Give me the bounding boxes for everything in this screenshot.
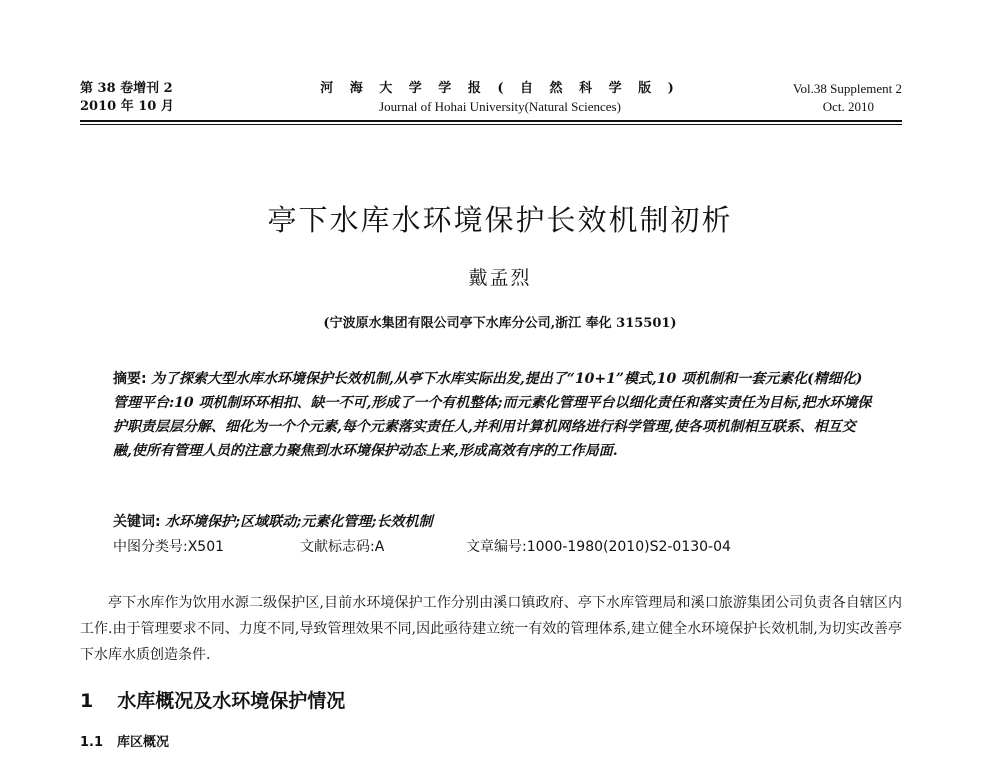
subsection-number: 1.1 (80, 735, 104, 750)
subsection-heading (80, 731, 169, 750)
publication-date-en: Oct. 2010 (822, 99, 874, 114)
header-rule-thick (80, 120, 902, 122)
journal-name-cn: 河 海 大 学 学 报 ( 自 然 科 学 版 ) (320, 81, 680, 96)
section-number: 1 (80, 690, 94, 712)
clc-number: 中图分类号:X501 (113, 539, 225, 555)
abstract-text: 为了探索大型水库水环境保护长效机制,从亭下水库实际出发,提出了“10+1”模式,10 项机制和一套元素化(精细化)管理平台:10 项机制环环相扣、缺一不可,形成了一个有机整体;而元素化管理平台以细化责任和落实责任为目标,把水环境保护职责层层分解、细化为一个个元素,每个元素落实责任人,并利用计算机网络进行科学管理,使各项机制相互联系、相互交融,使所有管理人员的注意力聚焦到水环境保护动态上来,形成高效有序的工作局面. (113, 371, 872, 459)
journal-volume-info-en (793, 80, 902, 116)
paper-title: 亭下水库水环境保护长效机制初析 (267, 203, 733, 237)
section-heading (80, 686, 345, 713)
intro-paragraph: 亭下水库作为饮用水源二级保护区,目前水环境保护工作分别由溪口镇政府、亭下水库管理局和溪口旅游集团公司负责各自辖区内工作.由于管理要求不同、力度不同,导致管理效果不同,因此亟待建立统一有效的管理体系,建立健全水环境保护长效机制,为切实改善亭下水库水质创造条件. (80, 595, 902, 663)
header-rule-thin (80, 124, 902, 125)
author-affiliation: (宁波原水集团有限公司亭下水库分公司,浙江 奉化 315501) (323, 316, 677, 331)
volume-issue: 第 38 卷增刊 2 (80, 81, 173, 96)
abstract (113, 367, 873, 463)
journal-name-en: Journal of Hohai University(Natural Sciences) (379, 99, 621, 114)
document-code: 文献标志码:A (300, 539, 385, 555)
abstract-label: 摘要: (113, 371, 147, 387)
paper-author: 戴孟烈 (468, 267, 532, 289)
keywords-text: 水环境保护;区域联动;元素化管理;长效机制 (165, 514, 433, 530)
section-title: 水库概况及水环境保护情况 (117, 690, 346, 712)
publication-date: 2010 年 10 月 (80, 99, 174, 114)
subsection-title: 库区概况 (117, 735, 170, 750)
article-number: 文章编号:1000-1980(2010)S2-0130-04 (466, 539, 731, 555)
journal-name (300, 80, 700, 116)
journal-volume-info (80, 80, 174, 116)
keywords-label: 关键词: (113, 514, 161, 530)
keywords (113, 511, 433, 531)
volume-issue-en: Vol.38 Supplement 2 (792, 81, 902, 96)
